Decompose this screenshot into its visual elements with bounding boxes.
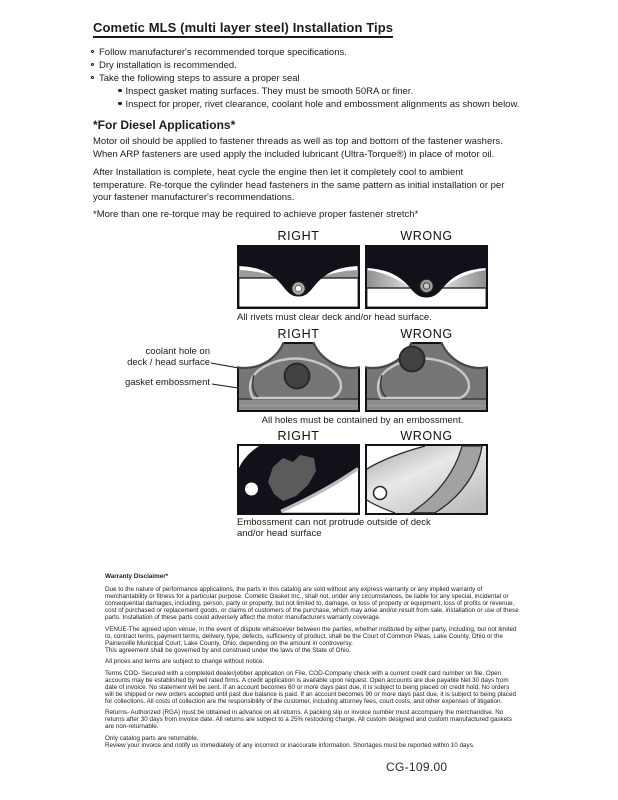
wrong-header-row3: WRONG — [400, 429, 453, 443]
diagram-coolant-wrong — [365, 342, 488, 412]
embossment-wrong-icon — [365, 444, 488, 515]
disclaimer-review-line: Review your invoice and notify us immediately of any incorrect or inaccurate information. Shortages must be reported within 10 days. — [105, 741, 475, 749]
right-header-row2: RIGHT — [277, 327, 320, 341]
rivet-clearance-wrong-icon — [365, 245, 488, 309]
coolant-hole-label-line2: deck / head surface — [127, 357, 210, 368]
disclaimer-catalog-line: Only catalog parts are returnable. — [105, 734, 199, 742]
row2-caption: All holes must be contained by an embossment. — [261, 415, 464, 426]
diesel-paragraph-2: After Installation is complete, heat cycle the engine then let it completely cool to ambient temperature. Re-torque the cylinder head fasteners in the same pattern as initial installation or per your fastener manufacturer's recommendations. — [93, 167, 505, 203]
diagram-coolant-right — [237, 342, 360, 412]
list-item — [91, 72, 519, 85]
list-item-text: Dry installation is recommended. — [99, 60, 237, 71]
warranty-disclaimer — [105, 573, 519, 753]
rivet-clearance-right-icon — [237, 245, 360, 309]
installation-tips-list — [91, 46, 519, 111]
wrong-header-row2: WRONG — [400, 327, 453, 341]
diesel-applications-heading: *For Diesel Applications* — [93, 118, 236, 132]
embossment-right-icon — [237, 444, 360, 515]
disclaimer-returns-paragraph: Returns- Authorized (RGA) must be obtained in advance on all returns. A packing slip or invoice number must accompany the merchandise. No returns after 30 days from invoice date. All returns are subject to a 25% restocking charge. All custom designed and custom manufactured gaskets are non-returnable. — [105, 709, 513, 730]
row1-caption: All rivets must clear deck and/or head surface. — [237, 312, 432, 323]
list-item-text: Take the following steps to assure a proper seal — [99, 73, 300, 84]
diagram-embossment-right — [237, 444, 360, 515]
wrong-header-row1: WRONG — [400, 229, 453, 243]
diagram-rivet-wrong — [365, 245, 488, 309]
disclaimer-venue-paragraph: VENUE-The agreed upon venue, in the event of dispute whatsoever between the parties, whether instituted by either party, including, but not limited to, contract terms, payment terms, delivery, type, defects, sufficiency of product, shall be the Court of Common Pleas, Lake County, Ohio or the Painesville Municipal Court, Lake County, Ohio, depending on the amount in controversy. — [105, 625, 517, 647]
list-item-text: Follow manufacturer's recommended torque specifications. — [99, 47, 347, 58]
page-number: CG-109.00 — [386, 760, 448, 774]
disclaimer-heading: Warranty Disclaimer* — [105, 573, 169, 580]
list-item-text: Inspect gasket mating surfaces. They must be smooth 50RA or finer. — [125, 86, 414, 97]
filled-bullet-icon — [118, 102, 122, 106]
gasket-embossment-label: gasket embossment — [124, 377, 210, 388]
row3-caption-line2: and/or head surface — [237, 528, 322, 539]
right-header-row1: RIGHT — [277, 229, 320, 243]
sub-list-item — [91, 98, 519, 111]
retorque-note: *More than one re-torque may be required to achieve proper fastener stretch* — [93, 209, 419, 220]
disclaimer-terms-paragraph: Terms COD- Secured with a completed dealer/jobber application on File, COD-Company check with a current credit card number on file. Open accounts may be established by well rated firms. A credit application is available upon request. Open accounts are due payable Net 30 days from date of invoice. No statement will be sent. If an account becomes 60 or more days past due, it is subject to being placed on credit hold. No orders will be shipped or new orders accepted until past due balance is paid. If an account becomes 90 or more days past due, it is subject to being placed for collections. All costs of collection are the responsibility of the customer, including attorney fees, court costs, and other expenses of litigation. — [105, 669, 516, 705]
diesel-paragraph-1: Motor oil should be applied to fastener threads as well as top and bottom of the fastener washers. When ARP fasteners are used apply the included lubricant (Ultra-Torque®) in place of motor oil. — [93, 136, 503, 160]
right-header-row3: RIGHT — [277, 429, 320, 443]
open-bullet-icon — [91, 63, 94, 66]
list-item-text: Inspect for proper, rivet clearance, coolant hole and embossment alignments as shown below. — [125, 99, 520, 110]
coolant-hole-label-line1: coolant hole on — [145, 346, 210, 357]
coolant-hole-wrong-icon — [365, 342, 488, 412]
open-bullet-icon — [91, 50, 94, 53]
list-item — [91, 46, 519, 59]
page-title: Cometic MLS (multi layer steel) Installation Tips — [93, 20, 393, 38]
disclaimer-prices-line: All prices and terms are subject to change without notice. — [105, 658, 265, 665]
coolant-hole-right-icon — [237, 342, 360, 412]
diagram-embossment-wrong — [365, 444, 488, 515]
list-item — [91, 59, 519, 72]
row3-caption — [237, 517, 431, 539]
row3-caption-line1: Embossment can not protrude outside of deck — [237, 517, 431, 528]
disclaimer-warranty-paragraph: Due to the nature of performance applications, the parts in this catalog are sold without any express warranty or any implied warranty of merchantability or fitness for a particular purpose. Cometic Gasket Inc., shall not, under any circumstances, be liable for any special, incidental or consequential damages, including, person, party or property, but not limited to, damage, or loss of property or equipment, loss of profits or revenue, cost of purchased or replacement goods, or claims of customers of the purchase, which may arise and/or result from sale, installation or use of these parts. Installation of these parts could adversely affect the motor manufacturers warranty coverage. — [105, 586, 519, 621]
filled-bullet-icon — [118, 89, 122, 93]
open-bullet-icon — [91, 76, 94, 79]
coolant-hole-label — [100, 346, 210, 368]
diagram-rivet-right — [237, 245, 360, 309]
disclaimer-venue-note: This agreement shall be governed by and construed under the laws of the State of Ohio. — [105, 646, 351, 654]
sub-list-item — [91, 85, 519, 98]
